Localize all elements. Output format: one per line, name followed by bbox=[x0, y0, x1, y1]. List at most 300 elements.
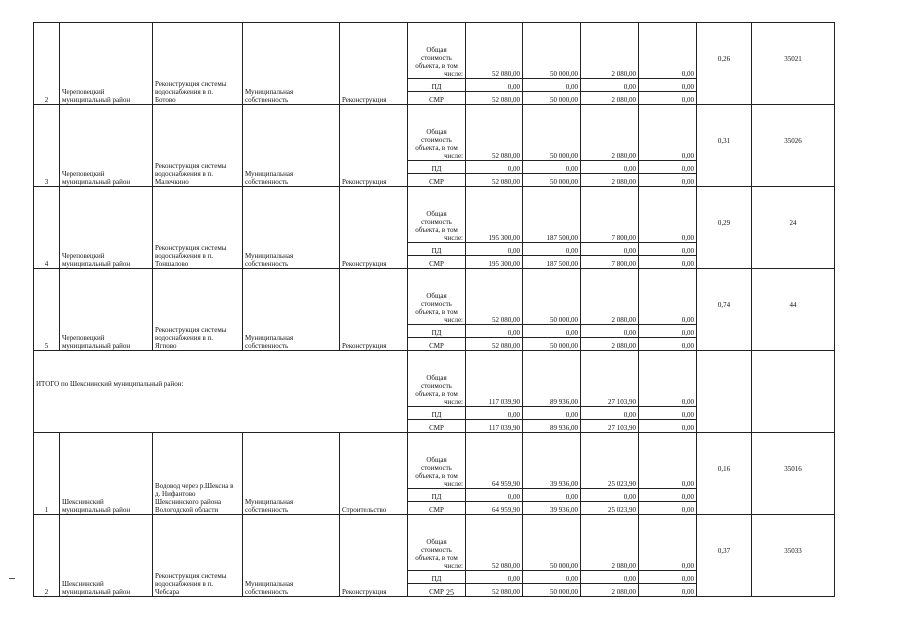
amount-value: 0,00 bbox=[507, 411, 520, 419]
code-cell bbox=[752, 23, 835, 105]
amount-value: 0,00 bbox=[681, 178, 694, 186]
total-label-line: Общая bbox=[426, 210, 447, 218]
amount-cell bbox=[639, 23, 697, 79]
cost-type-text: ПД bbox=[431, 247, 442, 255]
amount-cell bbox=[581, 571, 639, 584]
object-line: Шекснинского района bbox=[155, 498, 222, 506]
total-cost-label bbox=[408, 351, 466, 407]
cost-type-text: СМР bbox=[429, 506, 444, 514]
row-number-text: 5 bbox=[44, 342, 49, 350]
amount-value: 0,00 bbox=[507, 329, 520, 337]
amount-cell bbox=[466, 105, 523, 161]
amount-value: 0,00 bbox=[681, 329, 694, 337]
amount-cell bbox=[581, 407, 639, 420]
district-line: Череповецкий bbox=[62, 252, 105, 260]
object-line: водоснабжения в п. bbox=[155, 170, 214, 178]
amount-cell bbox=[466, 584, 523, 597]
amount-cell bbox=[639, 515, 697, 571]
object-line: водоснабжения в п. bbox=[155, 252, 214, 260]
amount-value: 0,00 bbox=[681, 234, 694, 242]
total-label-line: стоимость bbox=[421, 54, 452, 62]
ownership-line: Муниципальная bbox=[245, 88, 294, 96]
cost-type-text: ПД bbox=[431, 165, 442, 173]
code-cell bbox=[752, 105, 835, 187]
amount-value: 52 080,00 bbox=[492, 70, 520, 78]
amount-cell bbox=[581, 515, 639, 571]
table-row bbox=[34, 105, 835, 161]
page-number: 25 bbox=[446, 588, 454, 597]
work-type-text: Реконструкция bbox=[342, 260, 387, 268]
amount-cell bbox=[523, 420, 581, 433]
object-line: Малечкино bbox=[155, 178, 189, 186]
amount-value: 0,00 bbox=[681, 411, 694, 419]
amount-value: 50 000,00 bbox=[550, 70, 578, 78]
amount-cell bbox=[523, 187, 581, 243]
amount-cell bbox=[581, 325, 639, 338]
amount-value: 0,00 bbox=[681, 247, 694, 255]
indicator-cell bbox=[697, 23, 752, 105]
amount-cell bbox=[639, 351, 697, 407]
cost-type-label bbox=[408, 584, 466, 597]
total-label-line: числе: bbox=[444, 70, 463, 78]
amount-cell bbox=[466, 269, 523, 325]
total-cost-label bbox=[408, 269, 466, 325]
amount-cell bbox=[581, 174, 639, 187]
amount-value: 64 959,90 bbox=[492, 506, 520, 514]
amount-cell bbox=[639, 92, 697, 105]
amount-value: 0,00 bbox=[681, 316, 694, 324]
amount-value: 0,00 bbox=[681, 493, 694, 501]
amount-cell bbox=[523, 325, 581, 338]
amount-value: 2 080,00 bbox=[611, 316, 636, 324]
amount-cell bbox=[639, 269, 697, 325]
cost-type-label bbox=[408, 161, 466, 174]
amount-value: 0,00 bbox=[681, 562, 694, 570]
subtotal-text: ИТОГО по Шекснинский муниципальный район: bbox=[36, 380, 184, 388]
amount-cell bbox=[523, 105, 581, 161]
amount-cell bbox=[639, 407, 697, 420]
district-line: муниципальный район bbox=[62, 260, 131, 268]
district-line: Шекснинский bbox=[62, 498, 104, 506]
amount-value: 0,00 bbox=[681, 96, 694, 104]
object-line: Чебсара bbox=[155, 588, 180, 596]
object-line: Реконструкция системы bbox=[155, 572, 227, 580]
total-label-line: стоимость bbox=[421, 218, 452, 226]
subtotal-label bbox=[34, 351, 408, 433]
row-number-text: 2 bbox=[44, 588, 49, 596]
margin-mark bbox=[9, 578, 15, 579]
amount-value: 2 080,00 bbox=[611, 96, 636, 104]
amount-value: 50 000,00 bbox=[550, 562, 578, 570]
district-line: Череповецкий bbox=[62, 334, 105, 342]
code-value: 44 bbox=[789, 301, 797, 309]
total-cost-label bbox=[408, 105, 466, 161]
row-number bbox=[34, 433, 60, 515]
amount-cell bbox=[523, 174, 581, 187]
amount-cell bbox=[466, 351, 523, 407]
total-label-line: числе: bbox=[444, 316, 463, 324]
ownership-line: собственность bbox=[245, 96, 289, 104]
total-cost-label bbox=[408, 515, 466, 571]
district-cell bbox=[60, 105, 153, 187]
amount-value: 50 000,00 bbox=[550, 178, 578, 186]
ownership-line: Муниципальная bbox=[245, 498, 294, 506]
object-line: Ботово bbox=[155, 96, 176, 104]
amount-value: 0,00 bbox=[565, 165, 578, 173]
work-type-text: Реконструкция bbox=[342, 342, 387, 350]
amount-value: 52 080,00 bbox=[492, 178, 520, 186]
indicator-value: 0,37 bbox=[717, 547, 731, 555]
row-number bbox=[34, 269, 60, 351]
amount-cell bbox=[639, 489, 697, 502]
amount-cell bbox=[466, 161, 523, 174]
total-label-line: объекта, в том bbox=[415, 554, 458, 562]
object-line: Вологодской области bbox=[155, 506, 219, 514]
amount-value: 2 080,00 bbox=[611, 152, 636, 160]
amount-value: 0,00 bbox=[565, 329, 578, 337]
amount-value: 0,00 bbox=[507, 165, 520, 173]
ownership-cell bbox=[243, 23, 340, 105]
object-line: Реконструкция системы bbox=[155, 326, 227, 334]
cost-type-text: ПД bbox=[431, 493, 442, 501]
object-line: Водовод через р.Шексна в bbox=[155, 482, 234, 490]
total-label-line: Общая bbox=[426, 456, 447, 464]
code-value: 35016 bbox=[784, 465, 802, 473]
amount-value: 2 080,00 bbox=[611, 562, 636, 570]
amount-value: 0,00 bbox=[681, 424, 694, 432]
total-label-line: стоимость bbox=[421, 382, 452, 390]
district-line: муниципальный район bbox=[62, 588, 131, 596]
amount-cell bbox=[523, 23, 581, 79]
row-number-text: 2 bbox=[44, 96, 49, 104]
amount-value: 0,00 bbox=[681, 588, 694, 596]
amount-cell bbox=[466, 243, 523, 256]
total-label-line: Общая bbox=[426, 46, 447, 54]
total-label-line: Общая bbox=[426, 128, 447, 136]
district-line: муниципальный район bbox=[62, 96, 131, 104]
table-row bbox=[34, 269, 835, 325]
funding-table bbox=[33, 22, 835, 597]
code-value: 35021 bbox=[784, 55, 802, 63]
cost-type-text: ПД bbox=[431, 575, 442, 583]
amount-cell bbox=[523, 571, 581, 584]
indicator-value: 0,16 bbox=[717, 465, 731, 473]
amount-value: 0,00 bbox=[681, 83, 694, 91]
amount-value: 0,00 bbox=[565, 493, 578, 501]
amount-value: 50 000,00 bbox=[550, 152, 578, 160]
code-value: 35026 bbox=[784, 137, 802, 145]
object-line: Реконструкция системы bbox=[155, 244, 227, 252]
amount-cell bbox=[523, 243, 581, 256]
amount-value: 0,00 bbox=[681, 480, 694, 488]
amount-value: 64 959,90 bbox=[492, 480, 520, 488]
amount-cell bbox=[466, 420, 523, 433]
work-type-text: Реконструкция bbox=[342, 178, 387, 186]
amount-value: 50 000,00 bbox=[550, 316, 578, 324]
indicator-cell bbox=[697, 515, 752, 597]
amount-cell bbox=[581, 105, 639, 161]
amount-cell bbox=[523, 433, 581, 489]
indicator-value: 0,26 bbox=[717, 55, 731, 63]
amount-cell bbox=[523, 584, 581, 597]
cost-type-label bbox=[408, 420, 466, 433]
amount-cell bbox=[639, 420, 697, 433]
object-cell bbox=[153, 187, 243, 269]
amount-value: 39 936,00 bbox=[550, 506, 578, 514]
ownership-cell bbox=[243, 187, 340, 269]
amount-cell bbox=[523, 502, 581, 515]
amount-cell bbox=[639, 161, 697, 174]
work-type-cell bbox=[340, 515, 408, 597]
cost-type-label bbox=[408, 92, 466, 105]
amount-cell bbox=[581, 161, 639, 174]
cost-type-label bbox=[408, 256, 466, 269]
row-number-text: 4 bbox=[44, 260, 49, 268]
total-label-line: Общая bbox=[426, 538, 447, 546]
ownership-line: собственность bbox=[245, 260, 289, 268]
district-line: Череповецкий bbox=[62, 170, 105, 178]
amount-cell bbox=[466, 325, 523, 338]
amount-value: 27 103,90 bbox=[608, 424, 636, 432]
row-number-text: 3 bbox=[44, 178, 49, 186]
district-line: муниципальный район bbox=[62, 342, 131, 350]
amount-value: 0,00 bbox=[623, 247, 636, 255]
object-cell bbox=[153, 23, 243, 105]
amount-value: 0,00 bbox=[681, 70, 694, 78]
amount-cell bbox=[466, 433, 523, 489]
amount-cell bbox=[581, 23, 639, 79]
amount-value: 52 080,00 bbox=[492, 342, 520, 350]
cost-type-text: СМР bbox=[429, 588, 444, 596]
total-label-line: числе: bbox=[444, 398, 463, 406]
object-cell bbox=[153, 433, 243, 515]
empty-cell bbox=[697, 351, 752, 433]
total-cost-label bbox=[408, 23, 466, 79]
amount-value: 0,00 bbox=[681, 506, 694, 514]
amount-cell bbox=[466, 407, 523, 420]
cost-type-text: ПД bbox=[431, 83, 442, 91]
amount-value: 52 080,00 bbox=[492, 562, 520, 570]
total-label-line: числе: bbox=[444, 562, 463, 570]
amount-cell bbox=[523, 92, 581, 105]
district-line: муниципальный район bbox=[62, 178, 131, 186]
indicator-value: 0,74 bbox=[717, 301, 731, 309]
amount-cell bbox=[639, 584, 697, 597]
amount-value: 0,00 bbox=[681, 165, 694, 173]
amount-cell bbox=[466, 571, 523, 584]
amount-value: 52 080,00 bbox=[492, 152, 520, 160]
total-label-line: стоимость bbox=[421, 464, 452, 472]
total-label-line: числе: bbox=[444, 234, 463, 242]
cost-type-text: СМР bbox=[429, 178, 444, 186]
amount-cell bbox=[581, 338, 639, 351]
total-label-line: Общая bbox=[426, 374, 447, 382]
amount-value: 117 039,90 bbox=[488, 424, 520, 432]
amount-value: 0,00 bbox=[623, 83, 636, 91]
amount-cell bbox=[581, 269, 639, 325]
district-cell bbox=[60, 269, 153, 351]
amount-value: 25 023,90 bbox=[608, 480, 636, 488]
total-label-line: стоимость bbox=[421, 136, 452, 144]
amount-cell bbox=[466, 515, 523, 571]
amount-value: 0,00 bbox=[507, 493, 520, 501]
ownership-line: Муниципальная bbox=[245, 252, 294, 260]
amount-value: 2 080,00 bbox=[611, 342, 636, 350]
table-row bbox=[34, 433, 835, 489]
cost-type-label bbox=[408, 325, 466, 338]
cost-type-label bbox=[408, 243, 466, 256]
cost-type-label bbox=[408, 489, 466, 502]
amount-cell bbox=[523, 515, 581, 571]
amount-cell bbox=[581, 420, 639, 433]
amount-value: 195 300,00 bbox=[488, 260, 520, 268]
amount-cell bbox=[639, 79, 697, 92]
amount-cell bbox=[639, 174, 697, 187]
total-label-line: объекта, в том bbox=[415, 390, 458, 398]
amount-cell bbox=[466, 502, 523, 515]
indicator-cell bbox=[697, 433, 752, 515]
work-type-cell bbox=[340, 269, 408, 351]
amount-value: 0,00 bbox=[681, 342, 694, 350]
code-cell bbox=[752, 433, 835, 515]
amount-value: 0,00 bbox=[507, 575, 520, 583]
amount-value: 0,00 bbox=[623, 329, 636, 337]
cost-type-text: СМР bbox=[429, 96, 444, 104]
work-type-cell bbox=[340, 433, 408, 515]
amount-cell bbox=[639, 243, 697, 256]
amount-cell bbox=[466, 23, 523, 79]
amount-cell bbox=[639, 502, 697, 515]
indicator-value: 0,31 bbox=[717, 137, 731, 145]
amount-cell bbox=[523, 161, 581, 174]
amount-value: 52 080,00 bbox=[492, 588, 520, 596]
work-type-text: Строительство bbox=[342, 506, 387, 514]
object-cell bbox=[153, 515, 243, 597]
cost-type-text: СМР bbox=[429, 424, 444, 432]
amount-cell bbox=[581, 256, 639, 269]
subtotal-row bbox=[34, 351, 835, 407]
ownership-line: Муниципальная bbox=[245, 334, 294, 342]
cost-type-label bbox=[408, 571, 466, 584]
amount-value: 50 000,00 bbox=[550, 96, 578, 104]
object-line: водоснабжения в п. bbox=[155, 580, 214, 588]
object-cell bbox=[153, 105, 243, 187]
cost-type-label bbox=[408, 407, 466, 420]
table-body bbox=[34, 23, 835, 597]
amount-value: 52 080,00 bbox=[492, 316, 520, 324]
cost-type-label bbox=[408, 174, 466, 187]
code-value: 24 bbox=[789, 219, 797, 227]
amount-cell bbox=[466, 79, 523, 92]
amount-value: 187 500,00 bbox=[546, 260, 578, 268]
district-line: муниципальный район bbox=[62, 506, 131, 514]
amount-cell bbox=[523, 338, 581, 351]
object-line: Тоншалово bbox=[155, 260, 189, 268]
amount-cell bbox=[466, 187, 523, 243]
district-line: Шекснинский bbox=[62, 580, 104, 588]
total-label-line: объекта, в том bbox=[415, 62, 458, 70]
code-cell bbox=[752, 515, 835, 597]
amount-cell bbox=[639, 187, 697, 243]
amount-cell bbox=[581, 79, 639, 92]
table-row bbox=[34, 515, 835, 571]
amount-value: 7 800,00 bbox=[611, 260, 636, 268]
amount-value: 0,00 bbox=[681, 152, 694, 160]
row-number bbox=[34, 105, 60, 187]
work-type-cell bbox=[340, 105, 408, 187]
amount-value: 195 300,00 bbox=[488, 234, 520, 242]
amount-value: 0,00 bbox=[681, 575, 694, 583]
amount-value: 0,00 bbox=[507, 247, 520, 255]
amount-value: 2 080,00 bbox=[611, 70, 636, 78]
work-type-cell bbox=[340, 23, 408, 105]
total-cost-label bbox=[408, 187, 466, 243]
indicator-value: 0,29 bbox=[717, 219, 731, 227]
object-line: водоснабжения в п. bbox=[155, 88, 214, 96]
amount-value: 0,00 bbox=[507, 83, 520, 91]
amount-cell bbox=[639, 105, 697, 161]
total-label-line: объекта, в том bbox=[415, 144, 458, 152]
cost-type-label bbox=[408, 79, 466, 92]
amount-cell bbox=[581, 92, 639, 105]
ownership-cell bbox=[243, 433, 340, 515]
amount-value: 2 080,00 bbox=[611, 588, 636, 596]
district-cell bbox=[60, 187, 153, 269]
table-row bbox=[34, 23, 835, 79]
amount-cell bbox=[466, 489, 523, 502]
empty-cell bbox=[752, 351, 835, 433]
total-label-line: объекта, в том bbox=[415, 308, 458, 316]
total-label-line: стоимость bbox=[421, 546, 452, 554]
total-label-line: Общая bbox=[426, 292, 447, 300]
ownership-line: Муниципальная bbox=[245, 170, 294, 178]
row-number bbox=[34, 23, 60, 105]
code-cell bbox=[752, 269, 835, 351]
ownership-cell bbox=[243, 269, 340, 351]
amount-cell bbox=[639, 571, 697, 584]
amount-value: 39 936,00 bbox=[550, 480, 578, 488]
amount-cell bbox=[523, 489, 581, 502]
amount-value: 0,00 bbox=[565, 83, 578, 91]
amount-cell bbox=[523, 351, 581, 407]
amount-cell bbox=[639, 433, 697, 489]
amount-value: 89 936,00 bbox=[550, 398, 578, 406]
amount-cell bbox=[581, 584, 639, 597]
object-line: водоснабжения в п. bbox=[155, 334, 214, 342]
amount-cell bbox=[639, 256, 697, 269]
cost-type-text: СМР bbox=[429, 342, 444, 350]
amount-value: 0,00 bbox=[565, 411, 578, 419]
object-line: Ягпово bbox=[155, 342, 177, 350]
ownership-line: собственность bbox=[245, 178, 289, 186]
code-value: 35033 bbox=[784, 547, 802, 555]
cost-type-label bbox=[408, 338, 466, 351]
amount-cell bbox=[581, 502, 639, 515]
district-cell bbox=[60, 433, 153, 515]
row-number bbox=[34, 187, 60, 269]
amount-cell bbox=[523, 269, 581, 325]
amount-value: 50 000,00 bbox=[550, 342, 578, 350]
indicator-cell bbox=[697, 269, 752, 351]
district-line: Череповецкий bbox=[62, 88, 105, 96]
amount-value: 2 080,00 bbox=[611, 178, 636, 186]
total-label-line: объекта, в том bbox=[415, 472, 458, 480]
amount-cell bbox=[581, 187, 639, 243]
amount-cell bbox=[466, 174, 523, 187]
amount-cell bbox=[581, 351, 639, 407]
object-cell bbox=[153, 269, 243, 351]
amount-cell bbox=[639, 325, 697, 338]
